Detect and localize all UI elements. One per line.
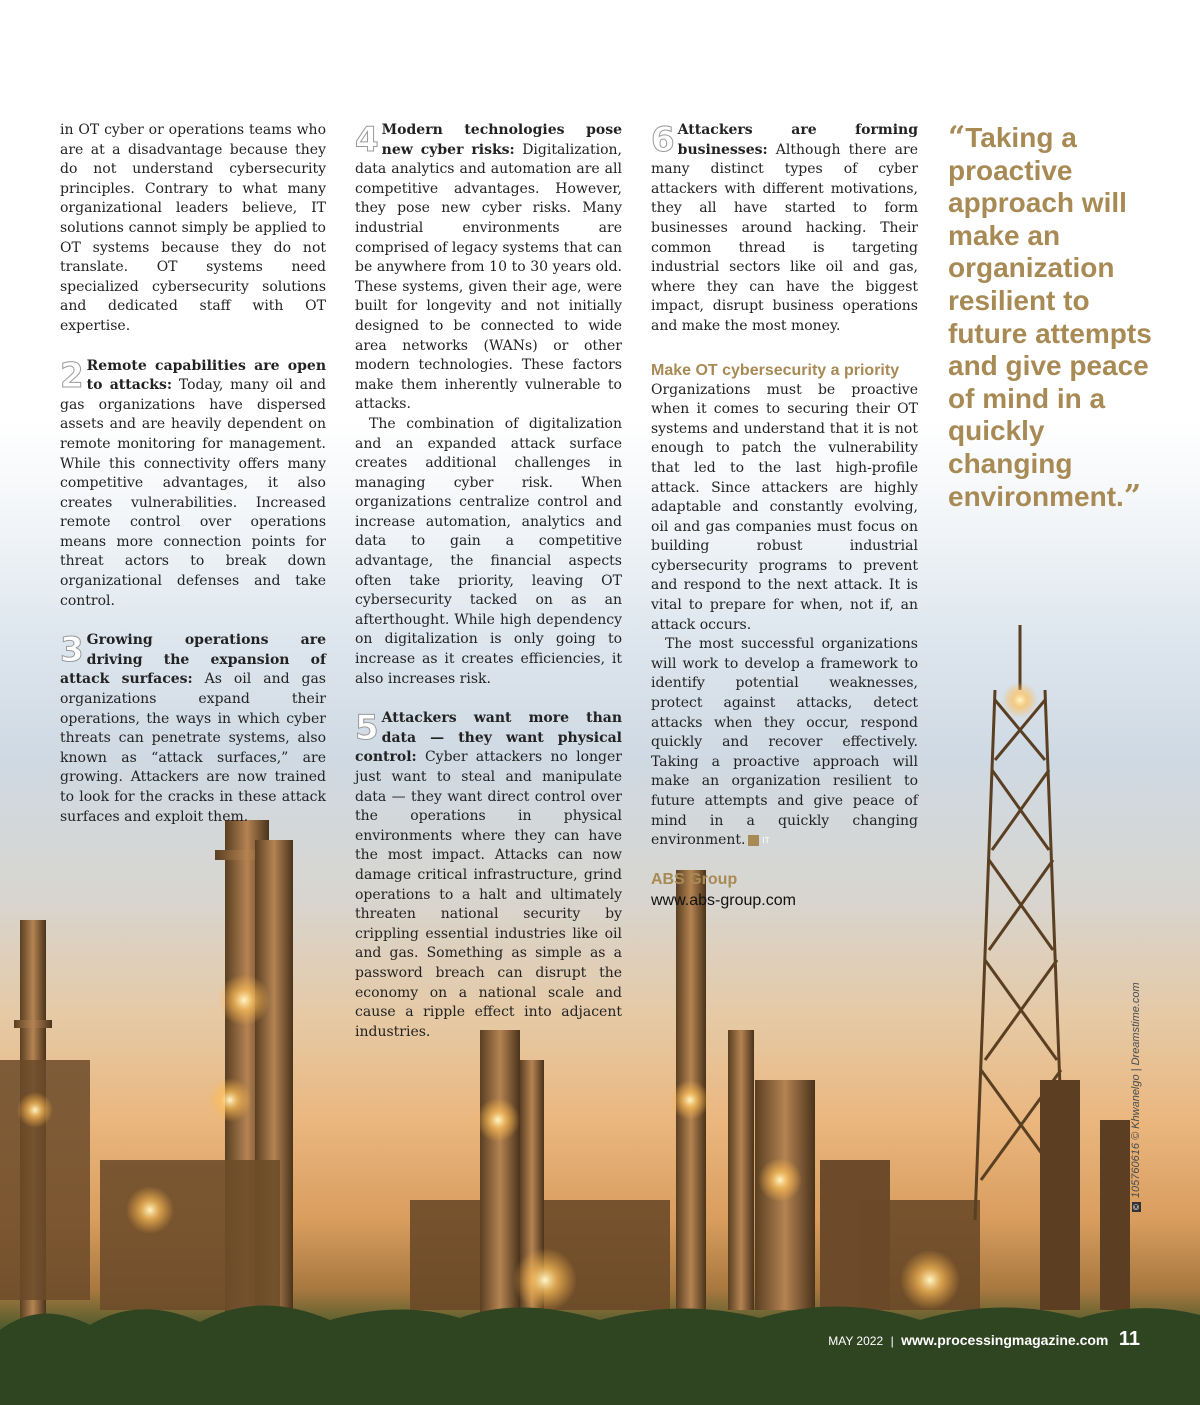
list-item-2 xyxy=(60,357,326,612)
item-5-text: Cyber attackers no longer just want to steal and manipulate data — they want direct control over the operations in physical environments where they can have the most impact. Attacks can now damage critical infrastructure, grind operations to a halt and ultimately threaten national security by crippling essential industries like oil and gas. Something as simple as a password breach can disrupt the economy on a national scale and cause a ripple effect into adjacent industries. xyxy=(355,749,622,1040)
item-number-4: 4 xyxy=(355,120,379,160)
list-item-6 xyxy=(651,121,918,337)
column3-paragraph-2-text: The most successful organizations will work to develop a framework to identify potential weaknesses, protect against attacks, detect attacks when they occur, respond quickly and recover effectively. Taking a proactive approach will make an organization resilient to future attempts and give peace of mind in a quickly changing environment. xyxy=(651,636,918,849)
item-4-text: Digitalization, data analytics and automation are all competitive advantages. However, they pose new cyber risks. Many industrial environments are comprised of legacy systems that can be anywhere from 10 to 30 years old. These systems, given their age, were built for longevity and not initially designed to be connected to wide area networks (WANs) or other modern technologies. These factors make them inherently vulnerable to attacks. xyxy=(355,141,622,413)
item-number-3: 3 xyxy=(60,630,84,671)
article-column-1 xyxy=(60,121,326,827)
column3-paragraph-1: Organizations must be proactive when it comes to securing their OT systems and understand that it is not enough to patch the vulnerability that led to the last high-profile attack. Since attackers are highly adaptable and constantly evolving, oil and gas companies must focus on building robust industrial cybersecurity programs to prevent and respond to the next attack. It is vital to prepare for when, not if, an attack occurs. xyxy=(651,381,918,633)
end-of-article-icon: IT xyxy=(748,835,759,846)
pull-quote-text: Taking a proactive approach will make an organization resilient to future attempts and give peace of mind in a quickly changing environment. xyxy=(948,122,1152,512)
item-4-lead: Modern technologies pose new cyber risks: xyxy=(381,122,622,158)
magazine-website-link[interactable]: www.processingmagazine.com xyxy=(901,1332,1109,1348)
item-5-lead: Attackers want more than data — they want physical control: xyxy=(355,710,622,766)
item-number-5: 5 xyxy=(355,708,379,749)
section-subheading: Make OT cybersecurity a priority xyxy=(651,361,900,379)
item-3-text: As oil and gas organizations expand their operations, the ways in which cyber threats can penetrate systems, also known as “attack surfaces,” are growing. Attackers are now trained to look for the cracks in these attack surfaces and exploit them. xyxy=(60,671,326,825)
pull-quote xyxy=(948,122,1168,513)
photo-credit xyxy=(1130,982,1142,1212)
article-column-2 xyxy=(355,121,622,1042)
photo-credit-text: 105760616 © Khwanelgo | Dreamstime.com xyxy=(1130,982,1142,1199)
open-quote-icon: “ xyxy=(948,120,966,155)
item-6-lead: Attackers are forming businesses: xyxy=(677,122,918,158)
copyright-icon: © xyxy=(1132,1204,1141,1210)
page-number: 11 xyxy=(1118,1328,1140,1350)
column1-intro: in OT cyber or operations teams who are at a disadvantage because they do not understand cybersecurity principles. Contrary to what many organizational leaders believe, IT solutions cannot simply be applied to OT systems because they do not translate. OT systems need specialized cybersecurity solutions and dedicated staff with OT expertise. xyxy=(60,122,326,334)
column3-paragraph-2 xyxy=(651,635,918,851)
article-column-3 xyxy=(651,121,918,911)
list-item-3 xyxy=(60,631,326,827)
item-number-2: 2 xyxy=(60,355,84,396)
item-2-lead: Remote capabilities are open to attacks: xyxy=(86,357,326,394)
page-footer xyxy=(828,1328,1140,1351)
list-item-5 xyxy=(355,709,622,1042)
company-website-link[interactable]: www.abs-group.com xyxy=(651,891,796,909)
item-6-text: Although there are many distinct types of cyber attackers with different motivations, they all have started to form businesses around hacking. Their common thread is targeting industrial sectors like oil and gas, where they can have the biggest impact, disrupt business operations and make the most money. xyxy=(651,141,918,334)
item-3-lead: Growing operations are driving the expansion of attack surfaces: xyxy=(60,632,326,688)
company-name: ABS Group xyxy=(651,870,738,888)
list-item-4 xyxy=(355,121,622,415)
footer-separator: | xyxy=(890,1334,894,1348)
issue-date: MAY 2022 xyxy=(828,1334,884,1348)
item-2-text: Today, many oil and gas organizations have dispersed assets and are heavily dependent on remote monitoring for management. While this connectivity offers many competitive advantages, it also creates vulnerabilities. Increased remote control over operations means more connection points for threat actors to break down organizational defenses and take control. xyxy=(60,377,327,609)
tree-line xyxy=(0,1305,1200,1405)
column2-paragraph: The combination of digitalization and an expanded attack surface creates additional challenges in managing cyber risk. When organizations centralize control and increase automation, analytics and data to gain a competitive advantage, the financial aspects often take priority, leaving OT cybersecurity tacked on as an afterthought. While high dependency on digitalization is only going to increase as it creates efficiencies, it also increases risk. xyxy=(355,415,622,687)
close-quote-icon: ” xyxy=(1123,478,1142,514)
item-number-6: 6 xyxy=(651,120,675,160)
